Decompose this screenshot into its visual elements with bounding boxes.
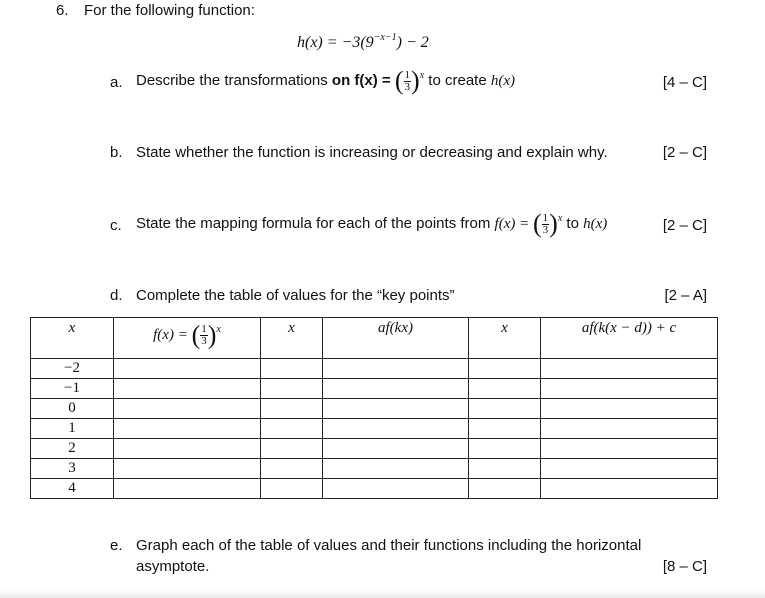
empty-cell[interactable]	[323, 379, 469, 399]
x-value-cell: 1	[31, 419, 114, 439]
part-d-question: Complete the table of values for the “key points”	[136, 287, 455, 304]
question-intro: For the following function:	[84, 2, 255, 19]
empty-cell[interactable]	[261, 379, 323, 399]
header-x-1: x	[31, 318, 114, 359]
x-value-cell: −2	[31, 359, 114, 379]
x-value-cell: 0	[31, 399, 114, 419]
part-a-letter: a.	[110, 74, 123, 91]
empty-cell[interactable]	[114, 459, 261, 479]
empty-cell[interactable]	[541, 439, 718, 459]
table-row	[31, 359, 718, 379]
part-a-marks: [4 – C]	[662, 74, 707, 91]
empty-cell[interactable]	[323, 439, 469, 459]
empty-cell[interactable]	[261, 479, 323, 499]
empty-cell[interactable]	[541, 379, 718, 399]
header-afkx: af(kx)	[323, 318, 469, 359]
question-number: 6.	[56, 2, 69, 19]
part-b-letter: b.	[110, 144, 123, 161]
header-x-3: x	[469, 318, 541, 359]
empty-cell[interactable]	[323, 459, 469, 479]
header-x-2: x	[261, 318, 323, 359]
part-d-marks: [2 – A]	[664, 287, 707, 304]
empty-cell[interactable]	[323, 399, 469, 419]
empty-cell[interactable]	[114, 419, 261, 439]
table-row	[31, 419, 718, 439]
empty-cell[interactable]	[114, 379, 261, 399]
empty-cell[interactable]	[261, 359, 323, 379]
empty-cell[interactable]	[323, 419, 469, 439]
empty-cell[interactable]	[323, 479, 469, 499]
values-table	[30, 317, 718, 499]
table-row	[31, 379, 718, 399]
x-value-cell: 3	[31, 459, 114, 479]
empty-cell[interactable]	[114, 399, 261, 419]
empty-cell[interactable]	[261, 459, 323, 479]
part-c-question: State the mapping formula for each of the points from f(x) = ( $\frac{1}{3}$ )$^x$ to h(x)	[136, 209, 608, 239]
part-c-marks: [2 – C]	[662, 217, 707, 234]
empty-cell[interactable]	[261, 419, 323, 439]
part-e-marks: [8 – C]	[662, 558, 707, 575]
empty-cell[interactable]	[114, 439, 261, 459]
x-value-cell: −1	[31, 379, 114, 399]
table-row	[31, 439, 718, 459]
table-row	[31, 479, 718, 499]
empty-cell[interactable]	[469, 459, 541, 479]
table-row	[31, 399, 718, 419]
part-b-question: State whether the function is increasing or decreasing and explain why.	[136, 144, 608, 161]
part-d-letter: d.	[110, 287, 123, 304]
table-row	[31, 459, 718, 479]
empty-cell[interactable]	[541, 359, 718, 379]
empty-cell[interactable]	[261, 399, 323, 419]
part-b-marks: [2 – C]	[662, 144, 707, 161]
part-a-question: Describe the transformations on f(x) = ( $\frac{1}{3}$ )$^x$ to create h(x)	[136, 66, 515, 96]
part-e-question-line1: Graph each of the table of values and their functions including the horizontal	[136, 537, 642, 554]
part-c-letter: c.	[110, 217, 122, 234]
empty-cell[interactable]	[469, 359, 541, 379]
empty-cell[interactable]	[469, 419, 541, 439]
empty-cell[interactable]	[469, 399, 541, 419]
header-fx: f(x) = ( $\frac{1}{3}$ )$^x$	[114, 318, 261, 359]
empty-cell[interactable]	[469, 379, 541, 399]
part-e-question-line2: asymptote.	[136, 558, 210, 575]
empty-cell[interactable]	[469, 479, 541, 499]
empty-cell[interactable]	[323, 359, 469, 379]
empty-cell[interactable]	[541, 479, 718, 499]
empty-cell[interactable]	[114, 359, 261, 379]
empty-cell[interactable]	[541, 399, 718, 419]
header-transformed: af(k(x − d)) + c	[541, 318, 718, 359]
function-definition: $h(x) = -3(9^{-x-1}) - 2$	[297, 32, 429, 51]
empty-cell[interactable]	[261, 439, 323, 459]
table-header-row	[31, 318, 718, 359]
empty-cell[interactable]	[541, 459, 718, 479]
x-value-cell: 4	[31, 479, 114, 499]
part-e-letter: e.	[110, 537, 123, 554]
empty-cell[interactable]	[469, 439, 541, 459]
empty-cell[interactable]	[114, 479, 261, 499]
empty-cell[interactable]	[541, 419, 718, 439]
x-value-cell: 2	[31, 439, 114, 459]
page-bottom-edge	[0, 590, 765, 598]
